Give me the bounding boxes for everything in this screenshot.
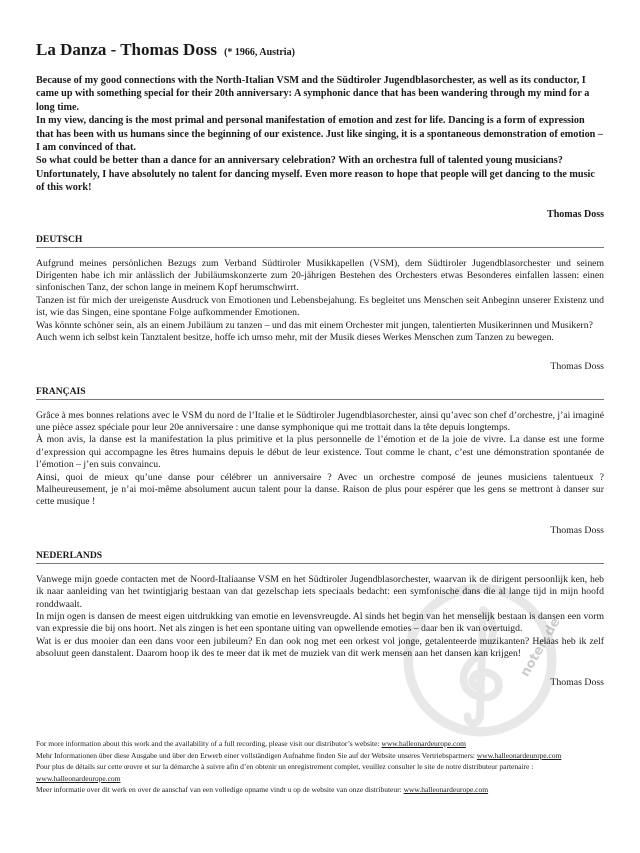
footer-de-text: Mehr Informationen über diese Ausgabe und über den Erwerb einer vollständigen Aufnahme finden Sie auf der Website unseres Vertriebspartners: <box>36 750 475 760</box>
section-heading-francais: FRANÇAIS <box>36 386 604 400</box>
english-paragraph: So what could be better than a dance for an anniversary celebration? With an orchestra full of talented young musicians? Unfortunately, I have absolutely no talent for dancing myself. Even more reason to hope that people will get dancing to the music of this work! <box>36 155 595 194</box>
footer-notes <box>36 738 604 796</box>
francais-text <box>36 410 604 509</box>
francais-paragraph: Ainsi, quoi de mieux qu’une danse pour célébrer un anniversaire ? Avec un orchestre composé de jeunes musiciens talentueux ? Malheureusement, je n’ai moi-même absolument aucun talent pour la danse. Raison de plus pour espérer que les gens se mettront à danser sur cette musique ! <box>36 471 604 508</box>
footer-fr-text: Pour plus de détails sur cette œuvre et sur la démarche à suivre afin d’en obtenir un enregistrement complet, veuillez consulter le site de notre distributeur partenaire : <box>36 762 534 772</box>
footer-line-nl <box>36 784 604 796</box>
nederlands-paragraph: In mijn ogen is dansen de meest eigen uitdrukking van emotie en levensvreugde. Al sinds het begin van het menselijk bestaan is dansen een vorm van expressie die bij ons hoort. Net als zingen is het een spontane uiting van opwellende emoties – daar ben ik van overtuigd. <box>36 610 604 635</box>
deutsch-paragraph: Tanzen ist für mich der ureigenste Ausdruck von Emotionen und Lebensbejahung. Es begleitet uns Menschen seit Anbeginn unserer Existenz und ist, wie das Singen, eine spontane Folge aufkommender Emotionen. <box>36 294 604 319</box>
section-heading-nederlands: NEDERLANDS <box>36 550 604 564</box>
english-signature: Thomas Doss <box>547 208 604 220</box>
english-text <box>36 74 604 195</box>
distributor-link-fr[interactable]: www.halleonardeurope.com <box>36 773 121 783</box>
deutsch-text <box>36 258 604 345</box>
nederlands-signature: Thomas Doss <box>550 676 604 688</box>
composer-note: (* 1966, Austria) <box>224 47 295 58</box>
footer-line-en <box>36 738 604 750</box>
deutsch-paragraph: Aufgrund meines persönlichen Bezugs zum Verband Südtiroler Musikkapellen (VSM), dem Südtiroler Jugendblasorchester und seinem Dirigenten habe ich mir anlässlich der Jubiläumskonzerte zum 20-jährigen Bestehen des Orchesters etwas Besonderes einfallen lassen: einen sinfonischen Tanz, der schon lange in meinem Kopf herumschwirrt. <box>36 257 604 294</box>
francais-paragraph: Grâce à mes bonnes relations avec le VSM du nord de l’Italie et le Südtiroler Jugendblasorchester, ainsi qu’avec son chef d’orchestre, j’ai imaginé une pièce assez spéciale pour leur 20e anniversaire : une danse symphonique qui me trottait dans la tête depuis longtemps. <box>36 409 604 433</box>
section-heading-deutsch: DEUTSCH <box>36 234 604 248</box>
title-row <box>36 40 604 60</box>
francais-paragraph: À mon avis, la danse est la manifestation la plus primitive et la plus personnelle de l’émotion et de la joie de vivre. La danse est une forme d’expression qui accompagne les êtres humains depuis le début de leur existence. Tout comme le chant, c’est une démonstration spontanée de l’émotion – j’en suis convaincu. <box>36 434 604 471</box>
footer-line-fr <box>36 761 604 784</box>
distributor-link-nl[interactable]: www.halleonardeurope.com <box>403 785 489 795</box>
nederlands-paragraph: Vanwege mijn goede contacten met de Noord-Italiaanse VSM en het Südtiroler Jugendblasorchester, waarvan ik de dirigent persoonlijk ken, heb ik naar aanleiding van het twintigjarig bestaan van dat gezelschap iets speciaals bedacht: een symfonische dans die al lange tijd in mijn hoofd ronddwaalt. <box>36 573 604 610</box>
distributor-link-de[interactable]: www.halleonardeurope.com <box>476 750 562 760</box>
english-paragraph: Because of my good connections with the North-Italian VSM and the Südtiroler Jugendblasorchester, as well as its conductor, I came up with something special for their 20th anniversary: A symphonic dance that has been wandering through my mind for a long time. <box>36 75 590 113</box>
footer-line-de <box>36 750 604 762</box>
deutsch-signature: Thomas Doss <box>550 360 604 372</box>
distributor-link-en[interactable]: www.halleonardeurope.com <box>381 739 466 748</box>
footer-nl-text: Meer informatie over dit werk en over de aanschaf van een volledige opname vindt u op de website van onze distributeur: <box>36 785 402 795</box>
document-page <box>36 40 604 688</box>
nederlands-paragraph: Wat is er dus mooier dan een dans voor een jubileum? En dan ook nog met een orkest vol jonge, getalenteerde muzikanten? Helaas heb ik zelf absoluut geen danstalent. Daarom hoop ik des te meer dat ik met de muziek van dit werk mensen aan het dansen kan krijgen! <box>36 635 604 660</box>
francais-signature: Thomas Doss <box>550 524 604 536</box>
deutsch-paragraph: Auch wenn ich selbst kein Tanztalent besitze, hoffe ich umso mehr, mit der Musik dieses Werkes Menschen zum Tanzen zu bewegen. <box>36 332 554 344</box>
nederlands-text <box>36 574 604 661</box>
page-title: La Danza - Thomas Doss <box>36 40 218 59</box>
english-paragraph: In my view, dancing is the most primal and personal manifestation of emotion and zest for life. Dancing is a form of expression that has been with us humans since the beginning of our existence. Just like singing, it is a spontaneous demonstration of emotion – I am convinced of that. <box>36 115 603 154</box>
footer-en-text: For more information about this work and the availability of a full recording, please visit our distributor’s website: <box>36 739 380 748</box>
watermark-text: noten.de <box>517 615 564 680</box>
deutsch-paragraph: Was könnte schöner sein, als an einem Jubiläum zu tanzen – und das mit einem Orchester mit jungen, talentierten Musikerinnen und Musikern? <box>36 319 593 331</box>
